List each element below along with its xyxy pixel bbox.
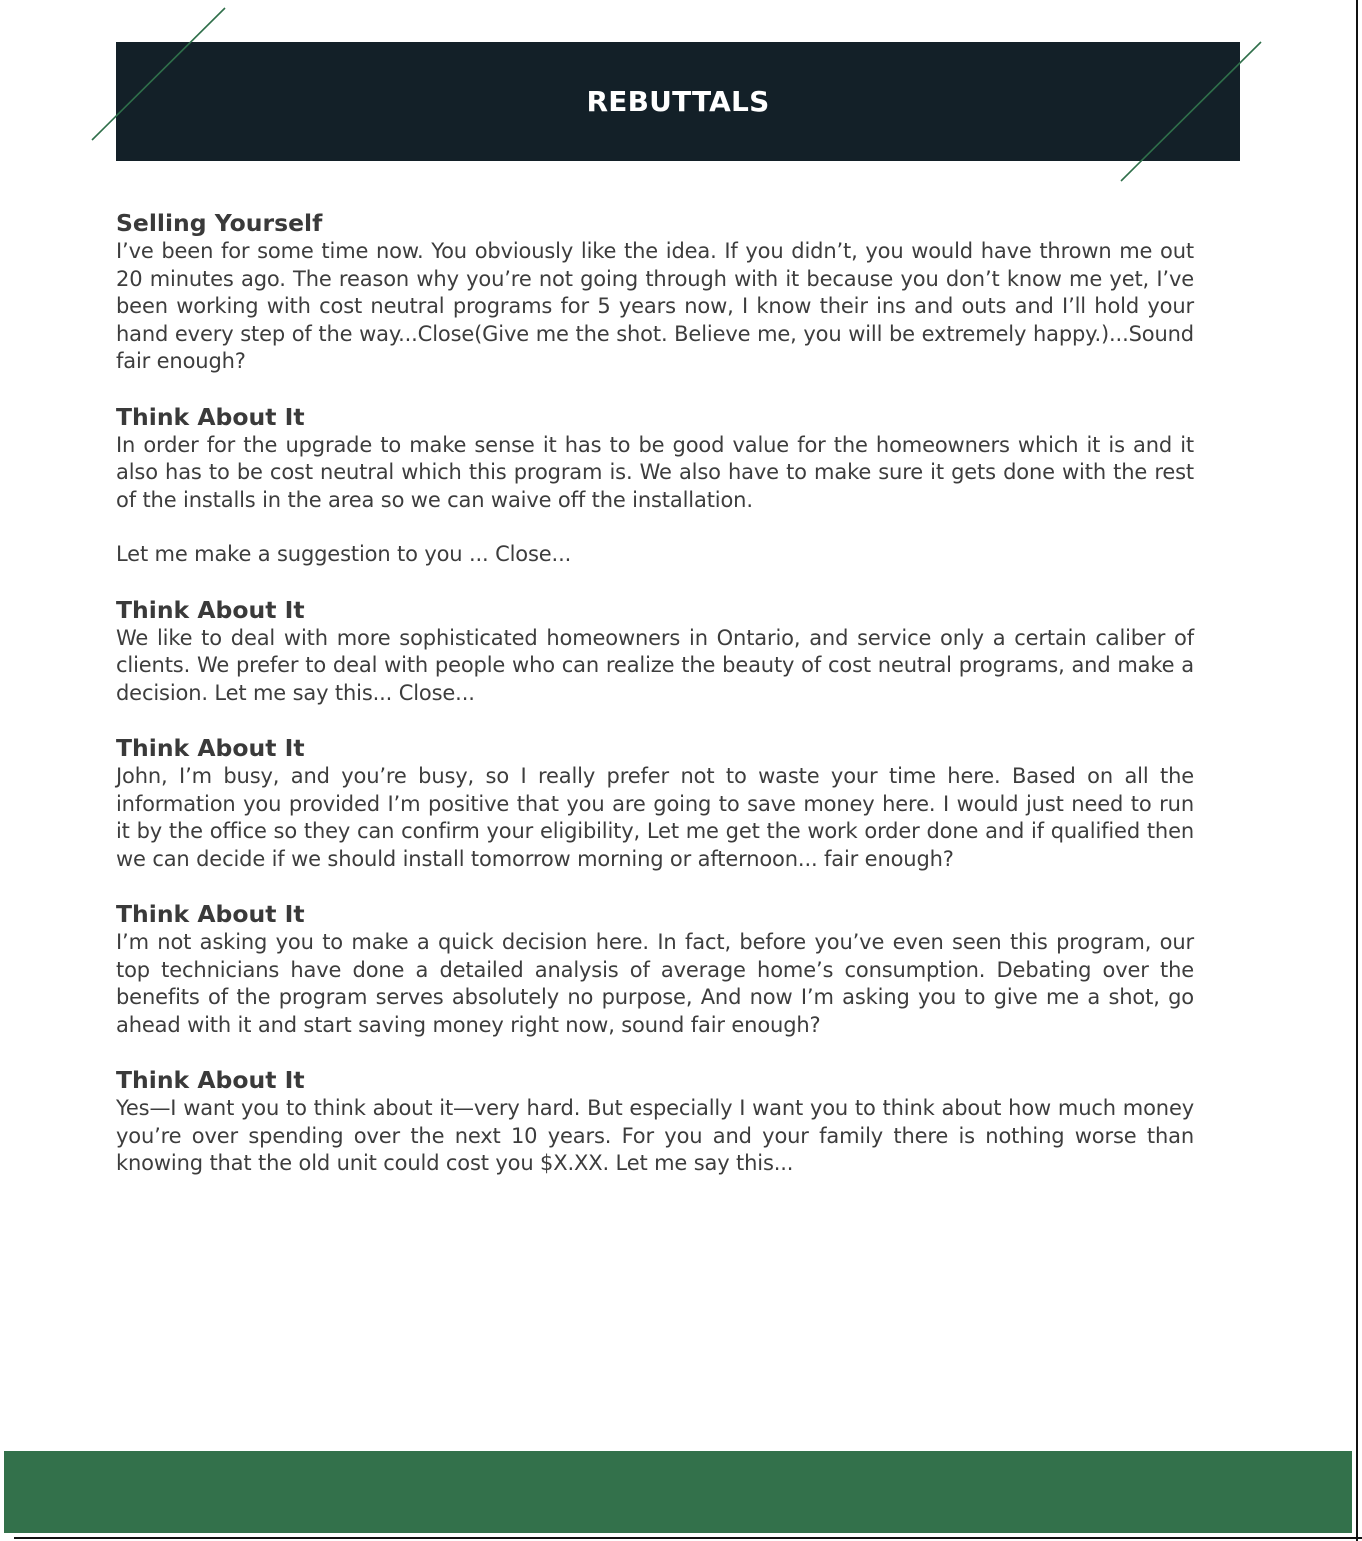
page-edge-bottom (14, 1537, 1362, 1539)
rebuttal-section (116, 208, 1194, 376)
rebuttal-section (116, 1065, 1194, 1178)
page-title: REBUTTALS (586, 85, 770, 118)
rebuttals-content (116, 208, 1194, 1204)
section-paragraph: In order for the upgrade to make sense it has to be good value for the homeowners which it is and it also has to be cost neutral which this program is. We also have to make sure it gets done with the rest of the installs in the area so we can waive off the installation. (116, 432, 1194, 512)
section-heading: Think About It (116, 595, 305, 624)
section-paragraph: Let me make a suggestion to you ... Close... (116, 542, 572, 566)
section-paragraph: We like to deal with more sophisticated homeowners in Ontario, and service only a certain caliber of clients. We prefer to deal with people who can realize the beauty of cost neutral programs, and make a decision. Let me say this... Close... (116, 625, 1194, 705)
section-paragraph: I’ve been for some time now. You obviously like the idea. If you didn’t, you would have thrown me out 20 minutes ago. The reason why you’re not going through with it because you don’t know me yet, I’ve been working with cost neutral programs for 5 years now, I know their ins and outs and I’ll hold your hand every step of the way...Close(Give me the shot. Believe me, you will be extremely happy.)...Sound fair enough? (116, 239, 1194, 373)
rebuttal-section (116, 733, 1194, 873)
rebuttal-section (116, 402, 1194, 569)
section-paragraph: I’m not asking you to make a quick decision here. In fact, before you’ve even seen this program, our top technicians have done a detailed analysis of average home’s consumption. Debating over the benefits of the program serves absolutely no purpose, And now I’m asking you to give me a shot, go ahead with it and start saving money right now, sound fair enough? (116, 930, 1194, 1037)
section-heading: Think About It (116, 1066, 305, 1094)
section-heading: Think About It (116, 402, 305, 431)
section-paragraph: John, I’m busy, and you’re busy, so I really prefer not to waste your time here. Based on all the information you provided I’m positive that you are going to save money here. I would just need to run it by the office so they can confirm your eligibility, Let me get the work order done and if qualified then we can decide if we should install tomorrow morning or afternoon... fair enough? (116, 764, 1194, 871)
footer-band (4, 1451, 1352, 1533)
section-heading: Selling Yourself (116, 209, 323, 237)
section-heading: Think About It (116, 900, 305, 928)
rebuttal-section (116, 595, 1194, 708)
section-paragraph: Yes—I want you to think about it—very hard. But especially I want you to think about how much money you’re over spending over the next 10 years. For you and your family there is nothing worse than knowing that the old unit could cost you $X.XX. Let me say this... (116, 1096, 1194, 1175)
section-heading: Think About It (116, 734, 305, 762)
rebuttal-section (116, 899, 1194, 1039)
page-edge-right (1356, 0, 1358, 1541)
